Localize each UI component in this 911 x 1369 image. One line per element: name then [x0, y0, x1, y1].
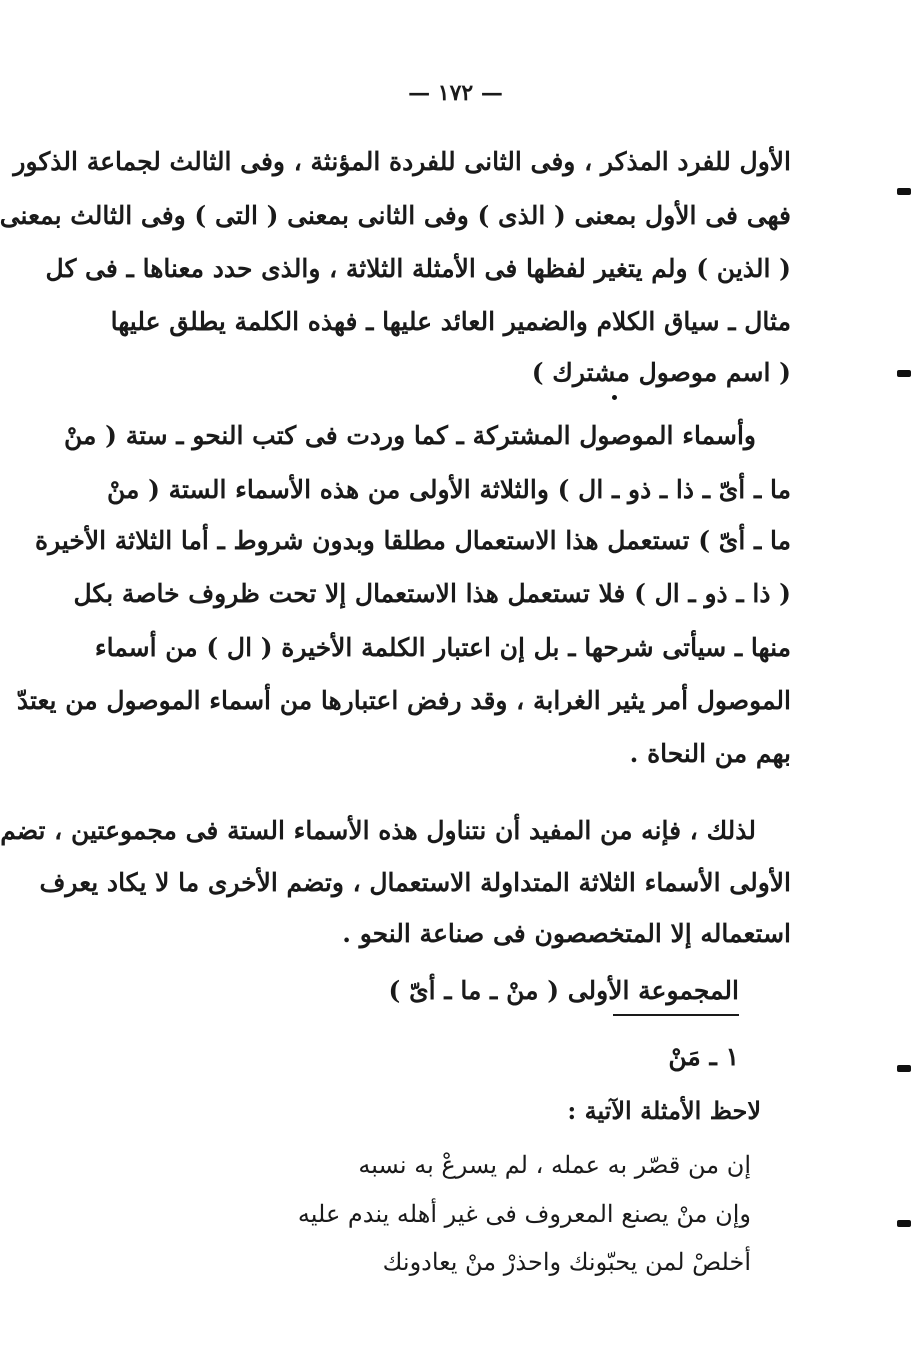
- ink-dot: [612, 395, 617, 400]
- paragraph-line: ما ـ أىّ ) تستعمل هذا الاستعمال مطلقا وبدون شروط ـ أما الثلاثة الأخيرة: [34, 526, 791, 555]
- paragraph-line: استعماله إلا المتخصصون فى صناعة النحو .: [342, 919, 791, 948]
- paragraph-line: ( الذين ) ولم يتغير لفظها فى الأمثلة الثلاثة ، والذى حدد معناها ـ فى كل: [45, 254, 791, 283]
- paragraph-line: ما ـ أىّ ـ ذا ـ ذو ـ ال ) والثلاثة الأولى من هذه الأسماء الستة ( منْ: [106, 475, 791, 504]
- paragraph-line: لذلك ، فإنه من المفيد أن نتناول هذه الأسماء الستة فى مجموعتين ، تضم: [0, 816, 756, 845]
- paragraph-line: وأسماء الموصول المشتركة ـ كما وردت فى كتب النحو ـ ستة ( منْ: [64, 421, 756, 450]
- paragraph-line: منها ـ سيأتى شرحها ـ بل إن اعتبار الكلمة الأخيرة ( ال ) من أسماء: [94, 633, 791, 662]
- example-verse: إن من قصّر به عمله ، لم يسرعْ به نسبه: [358, 1151, 751, 1179]
- paragraph-line: فهى فى الأول بمعنى ( الذى ) وفى الثانى بمعنى ( التى ) وفى الثالث بمعنى: [0, 201, 791, 230]
- page-number: — ١٧٢ —: [408, 80, 503, 106]
- group-heading: المجموعة الأولى ( منْ ـ ما ـ أىّ ): [388, 976, 739, 1005]
- paragraph-line: الموصول أمر يثير الغرابة ، وقد رفض اعتبارها من أسماء الموصول من يعتدّ: [16, 686, 791, 715]
- paragraph-line: الأول للفرد المذكر ، وفى الثانى للفردة المؤنثة ، وفى الثالث لجماعة الذكور: [13, 147, 791, 176]
- item-heading: ١ ـ مَنْ: [668, 1042, 739, 1071]
- margin-mark: [897, 1220, 911, 1227]
- paragraph-line: ( اسم موصول مشترك ): [531, 358, 791, 387]
- margin-mark: [897, 1065, 911, 1072]
- paragraph-line: مثال ـ سياق الكلام والضمير العائد عليها ـ فهذه الكلمة يطلق عليها: [110, 307, 791, 336]
- paragraph-line: بهم من النحاة .: [629, 739, 791, 768]
- example-verse: أخلصْ لمن يحبّونك واحذرْ منْ يعادونك: [382, 1248, 751, 1276]
- paragraph-line: ( ذا ـ ذو ـ ال ) فلا تستعمل هذا الاستعمال إلا تحت ظروف خاصة بكل: [73, 579, 791, 608]
- heading-underline: [613, 1014, 739, 1016]
- paragraph-line: الأولى الأسماء الثلاثة المتداولة الاستعمال ، وتضم الأخرى ما لا يكاد يعرف: [39, 868, 791, 897]
- example-verse: وإن منْ يصنع المعروف فى غير أهله يندم عليه: [297, 1200, 751, 1228]
- examples-intro: لاحظ الأمثلة الآتية :: [567, 1096, 761, 1125]
- margin-mark: [897, 370, 911, 377]
- margin-mark: [897, 188, 911, 195]
